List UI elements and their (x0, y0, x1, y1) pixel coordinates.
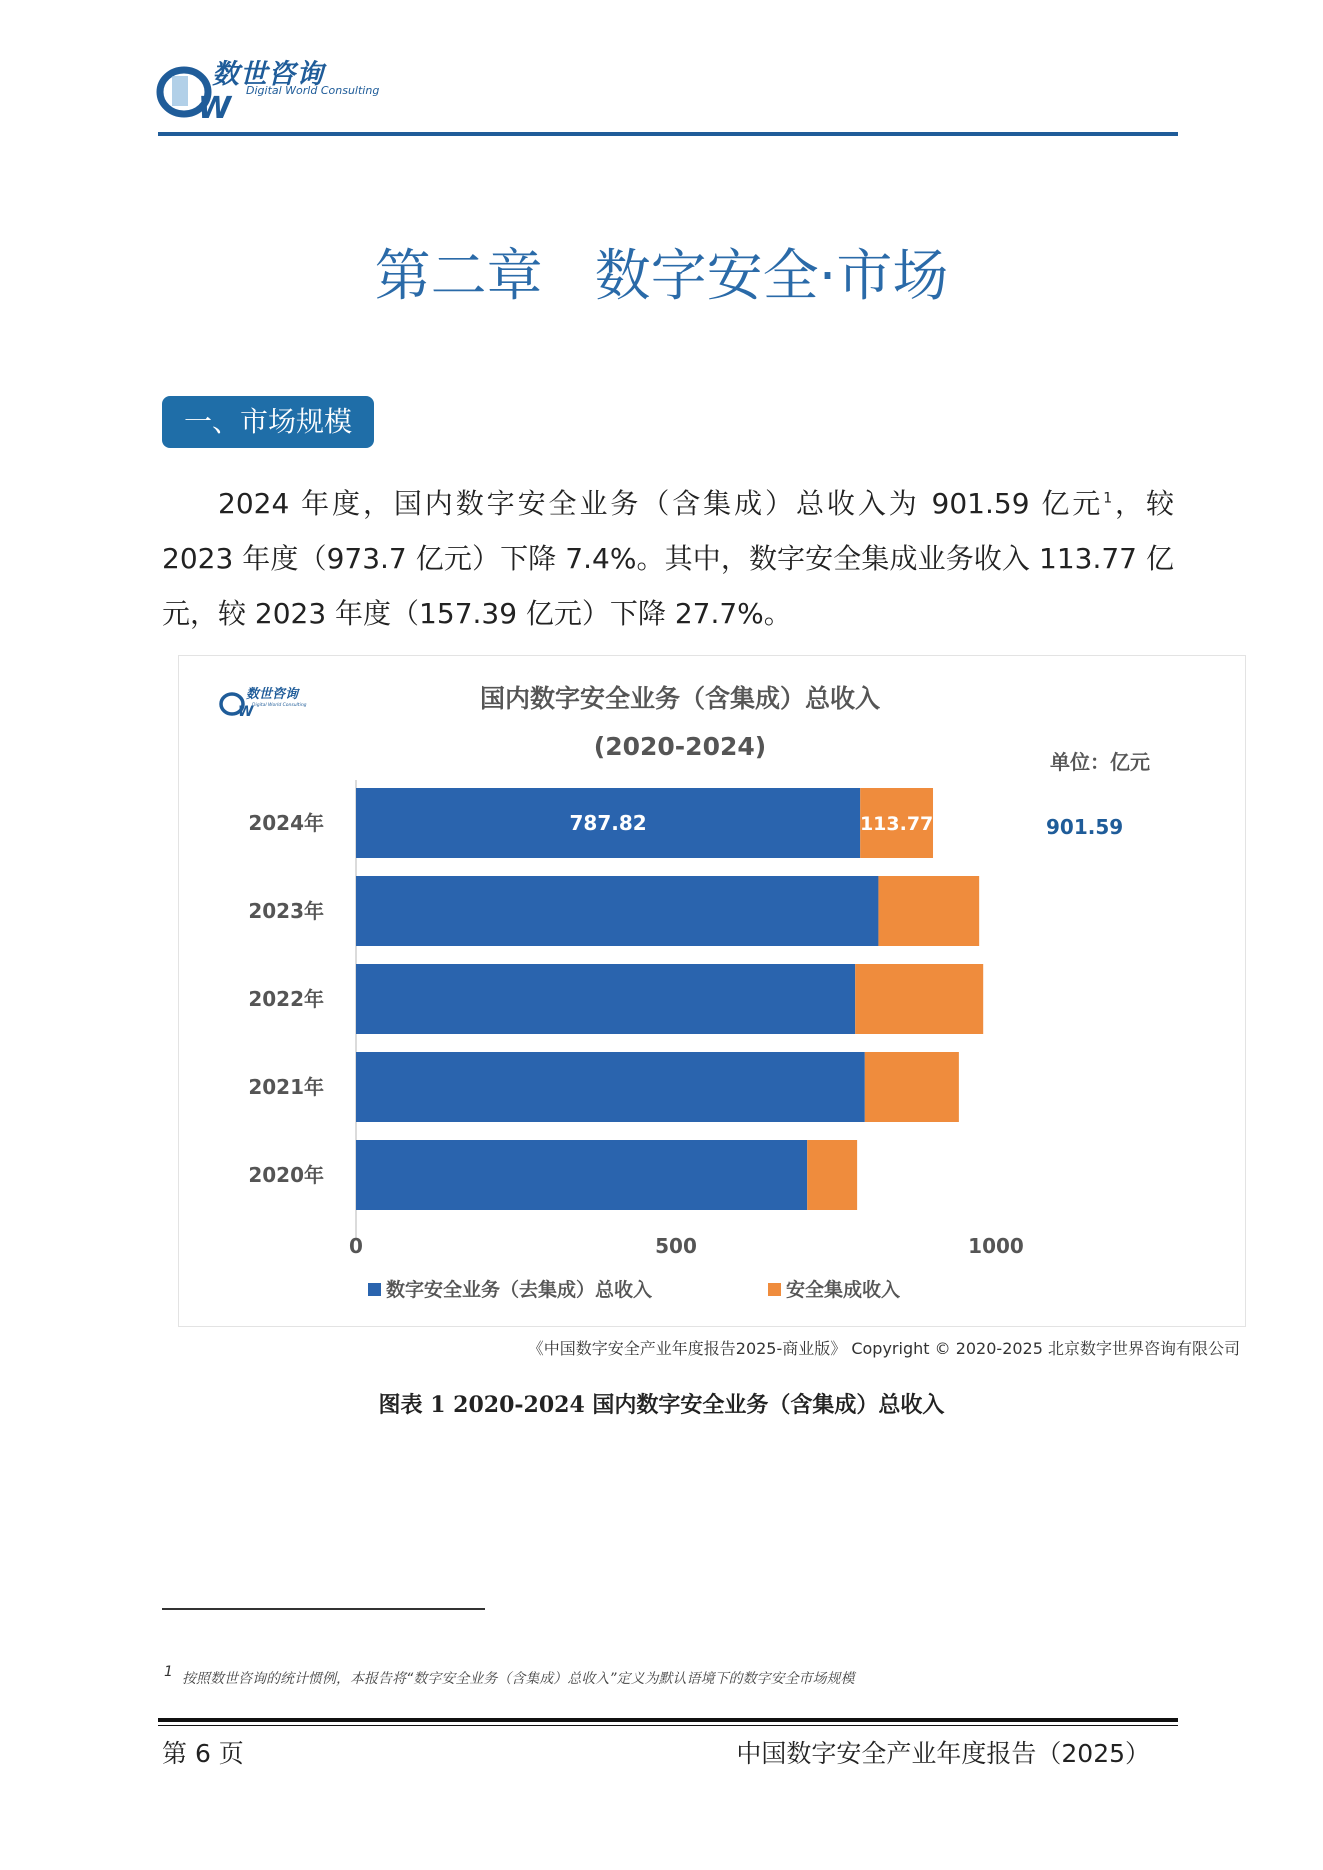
section-title: 一、市场规模 (162, 396, 374, 448)
chart-logo-cn: 数世咨询 (246, 687, 299, 702)
chart-unit-label: 单位：亿元 (1050, 750, 1150, 774)
legend-swatch (368, 1283, 381, 1296)
bar-chart (178, 655, 1244, 1325)
legend-label: 安全集成收入 (786, 1279, 901, 1301)
data-label: 113.77 (859, 813, 934, 835)
bar-segment-integration (807, 1140, 857, 1210)
chart-logo-en: Digital World Consulting (252, 703, 307, 708)
bar-segment-core (356, 1140, 807, 1210)
header-rule (158, 132, 1178, 136)
chapter-number: 第二章 (374, 244, 543, 309)
category-label: 2024年 (248, 811, 324, 835)
body-paragraph (162, 476, 1174, 641)
category-label: 2022年 (248, 987, 324, 1011)
footer-rule (158, 1718, 1178, 1722)
chapter-title (0, 232, 1323, 312)
footnote-text: 按照数世咨询的统计惯例，本报告将“数字安全业务（含集成）总收入”定义为默认语境下的数字安全市场规模 (182, 1671, 855, 1687)
x-tick-label: 1000 (968, 1234, 1024, 1258)
paragraph-part1: 2024 年度，国内数字安全业务（含集成）总收入为 901.59 亿元 (218, 487, 1104, 520)
chapter-name: 数字安全·市场 (594, 244, 949, 309)
category-label: 2021年 (248, 1075, 324, 1099)
paragraph-part2: ，较 2023 年度（973.7 亿元）下降 7.4%。其中，数字安全集成业务收入 113.77 亿元，较 2023 年度（157.39 亿元）下降 27.7%。 (162, 487, 1174, 630)
bar-segment-core (356, 1052, 865, 1122)
footer-rule-thin (158, 1725, 1178, 1726)
chart-source: 《中国数字安全产业年度报告2025-商业版》 Copyright © 2020-2025 北京数字世界咨询有限公司 (527, 1339, 1240, 1358)
bar-segment-core (356, 876, 878, 946)
logo-text-en: Digital World Consulting (246, 84, 380, 97)
logo-text-cn: 数世咨询 (212, 59, 324, 90)
x-tick-label: 0 (349, 1234, 363, 1258)
bar-segment-integration (865, 1052, 959, 1122)
legend-swatch (768, 1283, 781, 1296)
page-number: 第 6 页 (162, 1739, 244, 1768)
svg-text:W: W (238, 704, 254, 720)
chart-title: 国内数字安全业务（含集成）总收入 (479, 684, 880, 713)
footnote-ref[interactable]: 1 (1103, 490, 1113, 507)
bar-segment-integration (855, 964, 983, 1034)
footnote-mark: 1 (164, 1664, 173, 1680)
legend-label: 数字安全业务（去集成）总收入 (386, 1279, 653, 1301)
footnote-rule (162, 1608, 485, 1610)
data-label: 787.82 (569, 811, 647, 835)
total-label: 901.59 (1046, 815, 1124, 839)
chart-subtitle: (2020-2024) (593, 732, 767, 761)
x-tick-label: 500 (655, 1234, 697, 1258)
category-label: 2020年 (248, 1163, 324, 1187)
svg-text:W: W (198, 91, 232, 122)
bar-segment-integration (878, 876, 979, 946)
category-label: 2023年 (248, 899, 324, 923)
bar-segment-core (356, 964, 855, 1034)
figure-caption: 图表 1 2020-2024 国内数字安全业务（含集成）总收入 (378, 1392, 945, 1418)
report-name: 中国数字安全产业年度报告（2025） (736, 1739, 1150, 1768)
